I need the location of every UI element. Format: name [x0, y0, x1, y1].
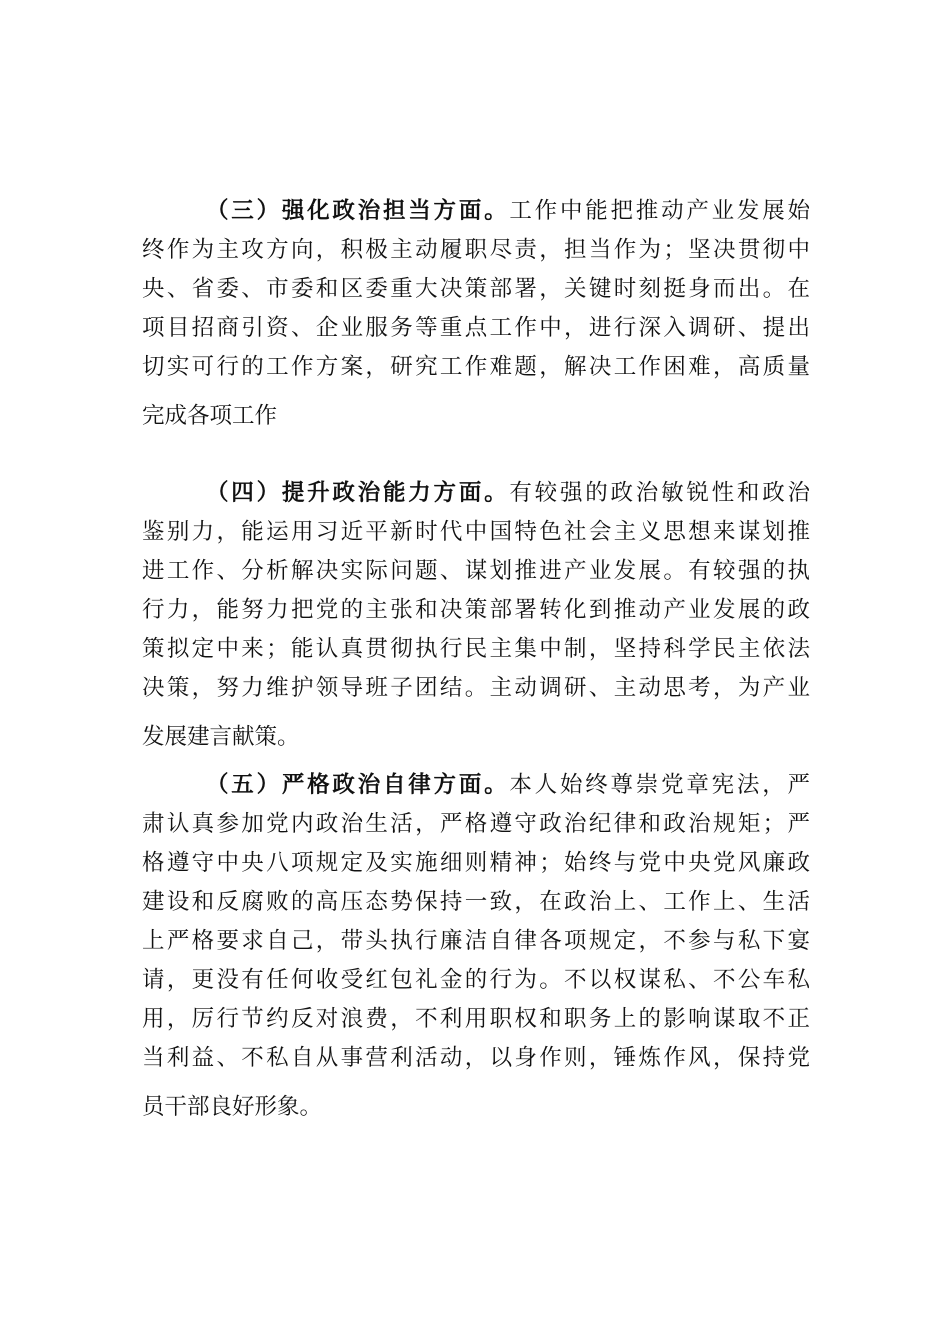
body-line: 切实可行的工作方案，研究工作难题，解决工作困难，高质量: [142, 354, 810, 380]
body-last-line: 完成各项工作: [142, 403, 278, 429]
body-line: 格遵守中央八项规定及实施细则精神；始终与党中央党风廉政: [142, 850, 810, 876]
section-4-paragraph: [142, 474, 810, 757]
body-line: 上严格要求自己，带头执行廉洁自律各项规定，不参与私下宴: [142, 928, 810, 954]
body-line: 终作为主攻方向，积极主动履职尽责，担当作为；坚决贯彻中: [142, 237, 810, 263]
section-3-heading: （三）强化政治担当方面。: [206, 198, 510, 224]
section-3-paragraph: [142, 192, 810, 436]
body-last-line: 员干部良好形象。: [142, 1094, 323, 1120]
body-line: 决策，努力维护领导班子团结。主动调研、主动思考，为产业: [142, 675, 810, 701]
section-4-text: 有较强的政治敏锐性和政治: [509, 480, 810, 506]
section-5-heading: （五）严格政治自律方面。: [206, 772, 510, 798]
section-5-text: 本人始终尊崇党章宪法，严: [509, 772, 810, 798]
body-line: 央、省委、市委和区委重大决策部署，关键时刻挺身而出。在: [142, 276, 810, 302]
body-line: 请，更没有任何收受红包礼金的行为。不以权谋私、不公车私: [142, 967, 810, 993]
section-3-first-line: [142, 192, 810, 231]
body-last-line: 发展建言献策。: [142, 724, 300, 750]
body-line: 策拟定中来；能认真贯彻执行民主集中制，坚持科学民主依法: [142, 636, 810, 662]
body-line: 当利益、不私自从事营利活动，以身作则，锤炼作风，保持党: [142, 1045, 810, 1071]
body-line: 行力，能努力把党的主张和决策部署转化到推动产业发展的政: [142, 597, 810, 623]
section-3-text: 工作中能把推动产业发展始: [509, 198, 810, 224]
body-line: 建设和反腐败的高压态势保持一致，在政治上、工作上、生活: [142, 889, 810, 915]
body-line: 鉴别力，能运用习近平新时代中国特色社会主义思想来谋划推: [142, 519, 810, 545]
section-5-first-line: [142, 766, 810, 805]
section-5-paragraph: [142, 766, 810, 1127]
section-4-first-line: [142, 474, 810, 513]
section-4-heading: （四）提升政治能力方面。: [206, 480, 510, 506]
body-line: 进工作、分析解决实际问题、谋划推进产业发展。有较强的执: [142, 558, 810, 584]
body-line: 用，厉行节约反对浪费，不利用职权和职务上的影响谋取不正: [142, 1006, 810, 1032]
body-line: 肃认真参加党内政治生活，严格遵守政治纪律和政治规矩；严: [142, 811, 810, 837]
body-line: 项目招商引资、企业服务等重点工作中，进行深入调研、提出: [142, 315, 810, 341]
